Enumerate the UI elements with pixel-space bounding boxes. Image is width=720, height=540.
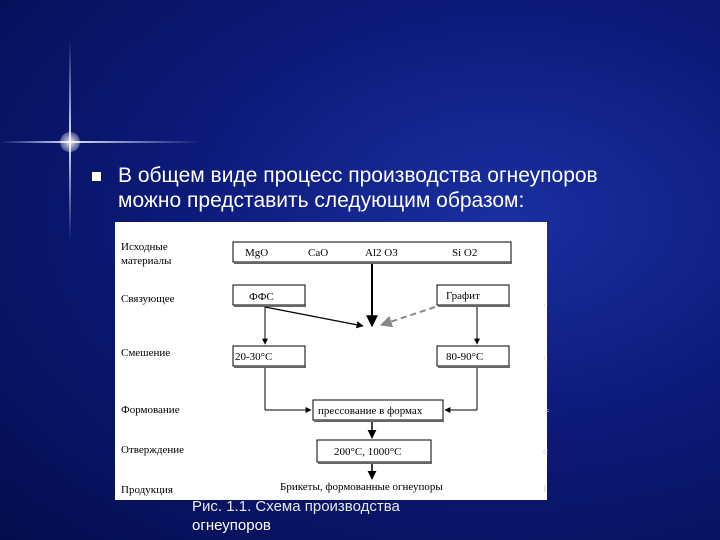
clipped-mark: , <box>543 296 546 308</box>
clipped-mark: , <box>543 349 546 361</box>
clipped-mark: c <box>543 445 548 457</box>
pressing-label: прессование в формах <box>318 405 423 417</box>
stage-label-forming: Формование <box>121 404 180 416</box>
stage-label-product: Продукция <box>121 484 173 496</box>
figure-caption <box>192 497 400 535</box>
bullet-text <box>118 163 698 213</box>
material-mgo: MgO <box>245 247 269 259</box>
bullet-text-line-2: можно представить следующим образом: <box>118 189 525 212</box>
stage-label-raw-1: Исходные <box>121 241 168 253</box>
bullet-text-line-1: В общем виде процесс производства огнеупоров <box>118 164 598 187</box>
mix-temp-right: 80-90°C <box>446 351 484 363</box>
stage-label-binder: Связующее <box>121 293 175 305</box>
material-sio2: Si O2 <box>452 247 478 259</box>
clipped-mark: = <box>543 405 550 417</box>
product-label: Брикеты, формованные огнеупоры <box>280 481 443 493</box>
sparkle-decoration-horizontal <box>0 141 200 143</box>
stage-label-curing: Отверждение <box>121 444 184 456</box>
production-flow-diagram <box>115 222 547 500</box>
sparkle-glow <box>60 132 80 152</box>
material-al2o3: Al2 O3 <box>365 247 398 259</box>
curing-label: 200°C, 1000°C <box>334 446 402 458</box>
bullet-square-icon <box>92 172 101 181</box>
clipped-mark: I <box>543 483 547 495</box>
mix-temp-left: 20-30°C <box>235 351 273 363</box>
caption-line-2: огнеупоров <box>192 517 271 534</box>
diagram-canvas <box>115 222 547 500</box>
stage-label-raw-2: материалы <box>121 255 172 267</box>
material-cao: CaO <box>308 247 329 259</box>
stage-label-mixing: Смешение <box>121 347 171 359</box>
graphite-label: Графит <box>446 290 480 302</box>
caption-line-1: Рис. 1.1. Схема производства <box>192 498 400 515</box>
binder-label: ФФС <box>249 291 274 303</box>
